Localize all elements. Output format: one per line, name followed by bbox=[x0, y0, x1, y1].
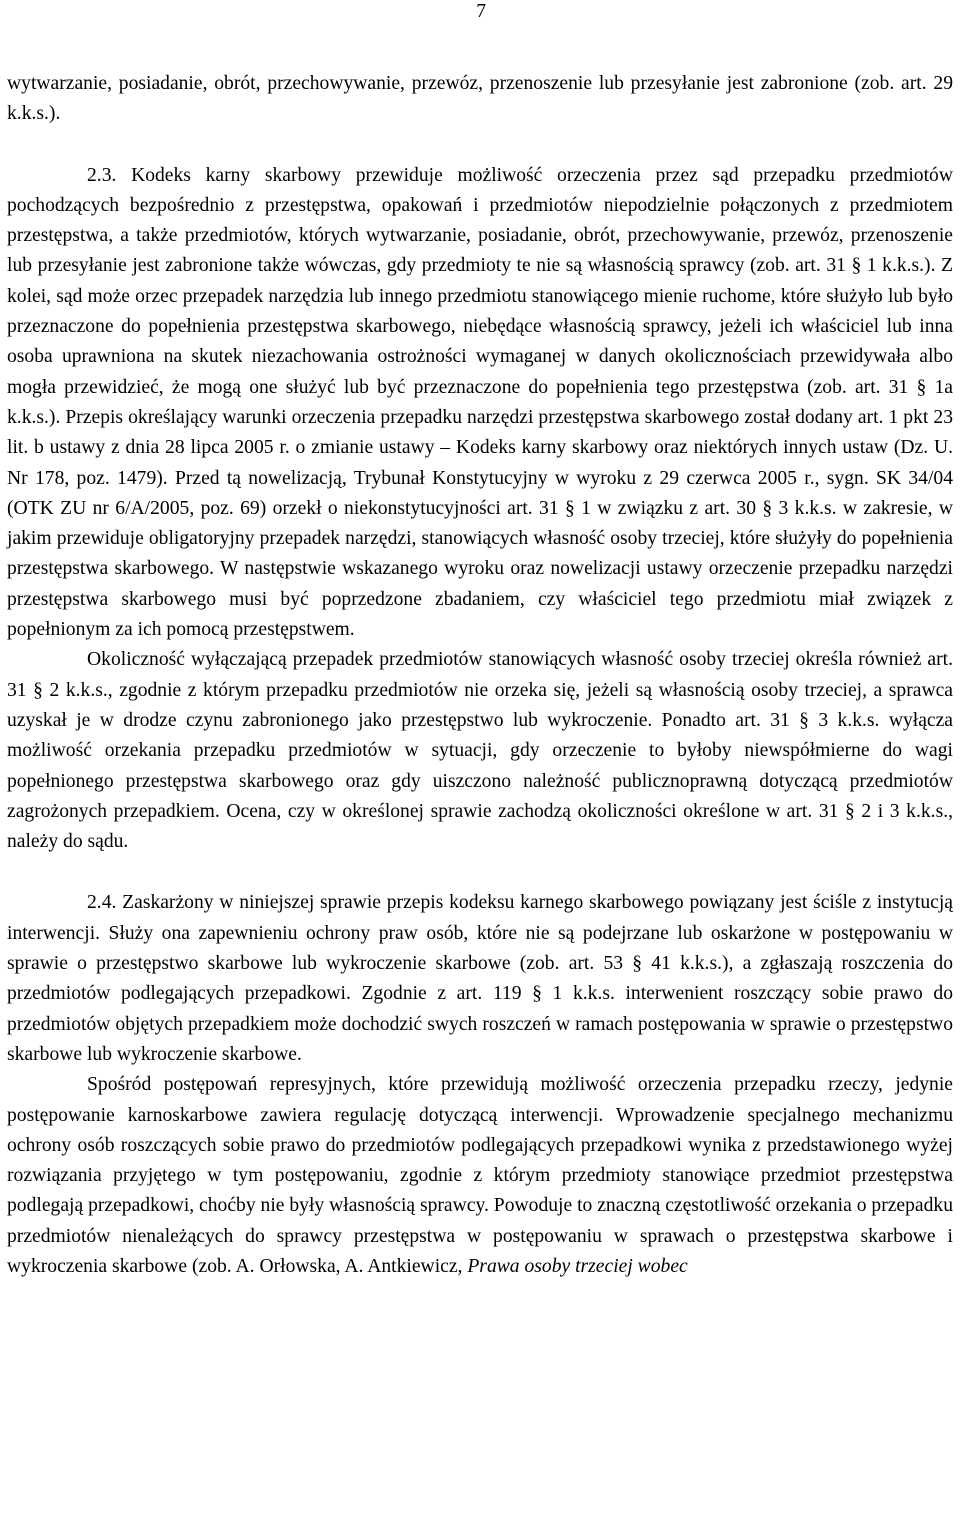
paragraph-third-party-exclusion: Okoliczność wyłączającą przepadek przedmiotów stanowiących własność osoby trzeciej określa również art. 31 § 2 k.k.s., zgodnie z którym przepadku przedmiotów nie orzeka się, jeżeli są własnością osoby trzeciej, a sprawca uzyskał je w drodze czynu zabronionego jako przestępstwo lub wykroczenie. Ponadto art. 31 § 3 k.k.s. wyłącza możliwość orzekania przepadku przedmiotów w sytuacji, gdy orzeczenie to byłoby niewspółmierne do wagi popełnionego przestępstwa skarbowego oraz gdy uiszczono należność publicznoprawną dotyczącą przedmiotów zagrożonych przepadkiem. Ocena, czy w określonej sprawie zachodzą okoliczności określone w art. 31 § 2 i 3 k.k.s., należy do sądu. bbox=[7, 649, 953, 853]
paragraph-body-text: Spośród postępowań represyjnych, które przewidują możliwość orzeczenia przepadku rzeczy, jedynie postępowanie karnoskarbowe zawiera regulację dotyczącą interwencji. Wprowadzenie specjalnego mechanizmu ochrony osób roszczących sobie prawo do przedmiotów podlegających przepadkowi wynika z przedstawionego wyżej rozwiązania przyjętego w tym postępowaniu, zgodnie z którym przedmioty stanowiące przedmiot przestępstwa podlegają przepadkowi, choćby nie były własnością sprawcy. Powoduje to znaczną częstotliwość orzekania o przepadku przedmiotów nienależących do sprawcy przestępstwa w postępowaniu w sprawach o przestępstwa skarbowe i wykroczenia skarbowe (zob. A. Orłowska, A. Antkiewicz, bbox=[7, 1074, 953, 1277]
paragraph-repressive-proceedings bbox=[7, 1070, 953, 1282]
cited-title-italic: Prawa osoby trzeciej wobec bbox=[467, 1255, 688, 1277]
document-body bbox=[7, 69, 953, 1282]
paragraph-section-2-3: 2.3. Kodeks karny skarbowy przewiduje możliwość orzeczenia przez sąd przepadku przedmiotów pochodzących bezpośrednio z przestępstwa, opakowań i przedmiotów niepodzielnie połączonych z przedmiotem przestępstwa, a także przedmiotów, których wytwarzanie, posiadanie, obrót, przechowywanie, przewóz, przenoszenie lub przesyłanie jest zabronione także wówczas, gdy przedmioty te nie są własnością sprawcy (zob. art. 31 § 1 k.k.s.). Z kolei, sąd może orzec przepadek narzędzia lub innego przedmiotu stanowiącego mienie ruchome, które służyło lub było przeznaczone do popełnienia przestępstwa skarbowego, niebędące własnością sprawcy, jeżeli ich właściciel lub inna osoba uprawniona na skutek niezachowania ostrożności wymaganej w danych okolicznościach przewidywała albo mogła przewidzieć, że mogą one służyć lub być przeznaczone do popełnienia tego przestępstwa (zob. art. 31 § 1a k.k.s.). Przepis określający warunki orzeczenia przepadku narzędzi przestępstwa skarbowego został dodany art. 1 pkt 23 lit. b ustawy z dnia 28 lipca 2005 r. o zmianie ustawy – Kodeks karny skarbowy oraz niektórych innych ustaw (Dz. U. Nr 178, poz. 1479). Przed tą nowelizacją, Trybunał Konstytucyjny w wyroku z 29 czerwca 2005 r., sygn. SK 34/04 (OTK ZU nr 6/A/2005, poz. 69) orzekł o niekonstytucyjności art. 31 § 1 w związku z art. 30 § 3 k.k.s. w zakresie, w jakim przewiduje obligatoryjny przepadek narzędzi, stanowiących własność osoby trzeciej, które służyły do popełnienia przestępstwa skarbowego. W następstwie wskazanego wyroku oraz nowelizacji ustawy orzeczenie przepadku narzędzi przestępstwa skarbowego musi być poprzedzone zbadaniem, czy właściciel tego przedmiotu miał związek z popełnionym za ich pomocą przestępstwem. bbox=[7, 164, 953, 641]
paragraph-section-2-4: 2.4. Zaskarżony w niniejszej sprawie przepis kodeksu karnego skarbowego powiązany jest ściśle z instytucją interwencji. Służy ona zapewnieniu ochrony praw osób, które nie są podejrzane lub oskarżone w postępowaniu w sprawie o przestępstwo skarbowe lub wykroczenie skarbowe (zob. art. 53 § 41 k.k.s.), a zgłaszają roszczenia do przedmiotów podlegających przepadkowi. Zgodnie z art. 119 § 1 k.k.s. interwenient roszczący sobie prawo do przedmiotów objętych przepadkiem może dochodzić swych roszczeń w ramach postępowania w sprawie o przestępstwo skarbowe lub wykroczenie skarbowe. bbox=[7, 892, 953, 1065]
paragraph-continuation: wytwarzanie, posiadanie, obrót, przechowywanie, przewóz, przenoszenie lub przesyłanie jest zabronione (zob. art. 29 k.k.s.). bbox=[7, 73, 953, 125]
page-number: 7 bbox=[476, 1, 486, 22]
